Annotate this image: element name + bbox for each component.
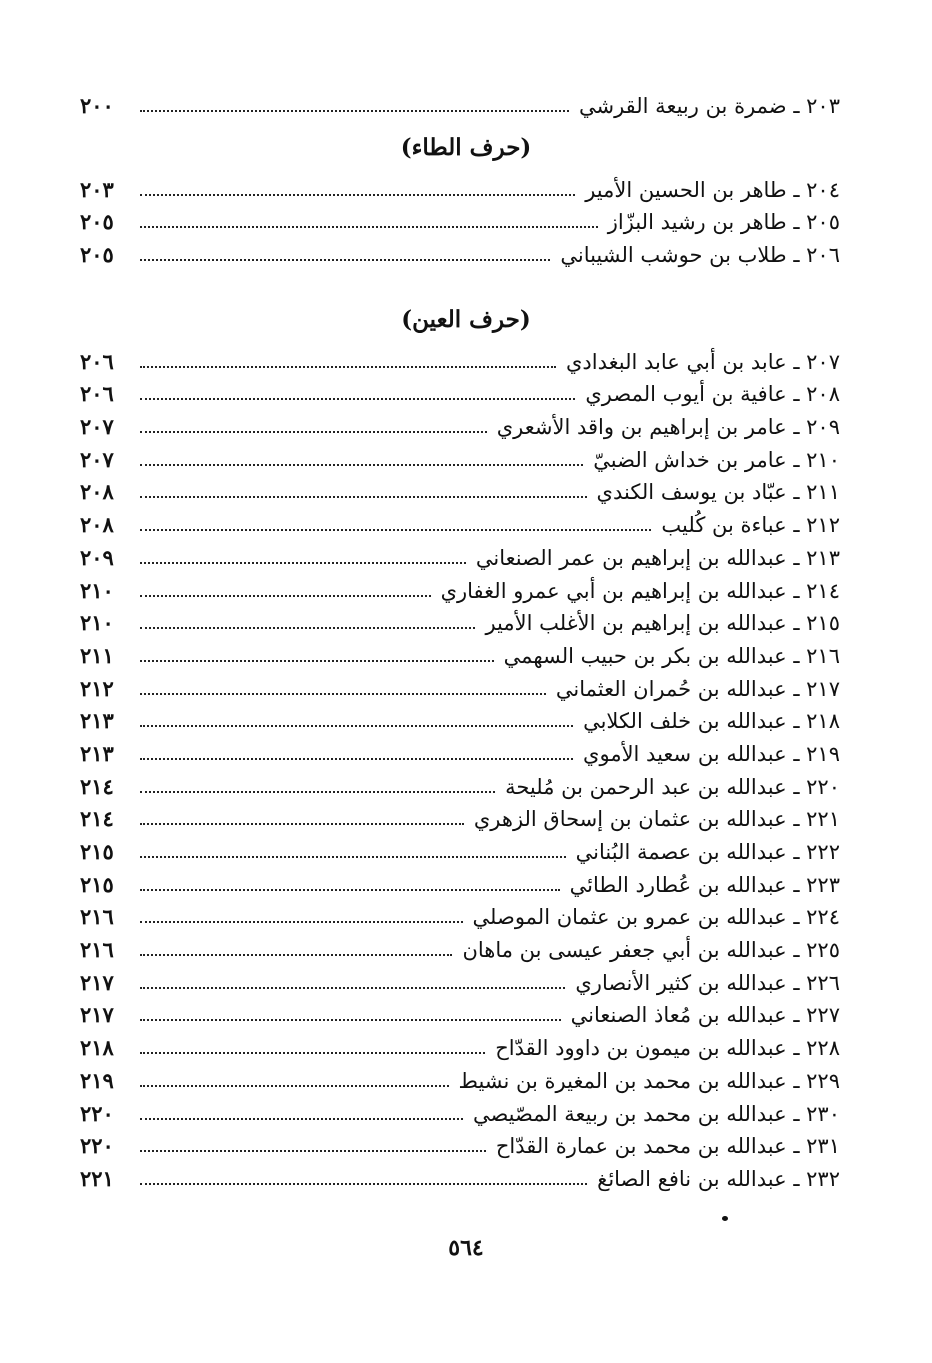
entry-title: ٢٢٤ ـ عبدالله بن عمرو بن عثمان الموصلي	[472, 905, 840, 930]
toc-entry	[80, 170, 840, 203]
dot-leader	[140, 921, 463, 923]
entry-page: ٢١٤	[80, 806, 114, 832]
entry-page: ٢٠٥	[80, 209, 114, 235]
entry-title: ٢٢٧ ـ عبدالله بن مُعاذ الصنعاني	[570, 1003, 840, 1028]
entry-title: ٢٢٦ ـ عبدالله بن كثير الأنصاري	[575, 970, 840, 995]
entry-page: ٢١١	[80, 642, 114, 668]
dot-leader	[140, 627, 475, 629]
dot-leader	[140, 562, 466, 564]
entry-page: ٢١٤	[80, 773, 114, 799]
entry-title: ٢١١ ـ عبّاد بن يوسف الكندي	[596, 480, 840, 505]
dot-leader	[140, 823, 464, 825]
dot-leader	[140, 1183, 587, 1185]
dot-leader	[140, 791, 495, 793]
entry-page: ٢١٧	[80, 1002, 114, 1028]
toc-entry	[80, 832, 840, 865]
toc-entry	[80, 963, 840, 996]
dot-leader	[140, 366, 556, 368]
entry-page: ٢١٨	[80, 1035, 114, 1061]
section-taa	[80, 170, 840, 268]
dot-leader	[140, 496, 587, 498]
entry-page: ٢٠٥	[80, 242, 114, 268]
entry-title: ٢٠٥ ـ طاهر بن رشيد البزّاز	[607, 210, 840, 235]
entry-page: ٢١٦	[80, 904, 114, 930]
entry-title: ٢٠٤ ـ طاهر بن الحسين الأمير	[585, 177, 840, 202]
entry-page: ٢١٦	[80, 937, 114, 963]
dot-leader	[140, 595, 431, 597]
toc-entry	[80, 1127, 840, 1160]
dot-leader	[140, 660, 494, 662]
entry-page: ٢١٥	[80, 839, 114, 864]
entry-page: ٢٠٦	[80, 381, 114, 407]
toc-entry	[80, 440, 840, 473]
dot-leader	[140, 529, 651, 531]
entry-title: ٢٢٣ ـ عبدالله بن عُطارد الطائي	[569, 872, 840, 897]
dot-leader	[140, 1085, 449, 1087]
entry-title: ٢٣٢ ـ عبدالله بن نافع الصائغ	[597, 1166, 840, 1191]
dot-leader	[140, 1150, 486, 1152]
entry-page: ٢١٥	[80, 871, 114, 897]
entry-page: ٢١٠	[80, 610, 114, 636]
entry-page: ٢١٧	[80, 969, 114, 995]
toc-entry	[80, 342, 840, 375]
entry-title: ٢١٦ ـ عبدالله بن بكر بن حبيب السهمي	[503, 643, 840, 668]
toc-entry	[80, 1094, 840, 1127]
toc-entry	[80, 702, 840, 735]
dot-leader	[140, 693, 546, 695]
entry-page: ٢١٩	[80, 1067, 114, 1093]
toc-entry	[80, 898, 840, 931]
entry-page: ٢١٣	[80, 708, 114, 734]
toc-entry	[80, 865, 840, 898]
entry-title: ٢١٣ ـ عبدالله بن إبراهيم بن عمر الصنعاني	[475, 545, 840, 570]
toc-entry	[80, 996, 840, 1029]
entry-title: ٢١٢ ـ عباءة بن كُليب	[661, 513, 840, 538]
dot-leader	[140, 110, 569, 112]
entry-page: ٢٠٦	[80, 348, 114, 374]
entry-page: ٢١٠	[80, 577, 114, 603]
entry-page: ٢٠٧	[80, 446, 114, 472]
entry-title: ٢٠٦ ـ طلاب بن حوشب الشيباني	[560, 243, 840, 268]
toc-entry	[80, 235, 840, 268]
toc-entry	[80, 767, 840, 800]
dot-leader	[140, 987, 565, 989]
section-heading-ain: (حرف العين)	[401, 306, 531, 333]
entry-page: ٢٠٩	[80, 544, 114, 570]
page-number: ٥٦٤	[448, 1235, 484, 1261]
toc-entry	[80, 1159, 840, 1192]
toc-entry	[80, 203, 840, 236]
dot-leader	[140, 1052, 485, 1054]
toc-entry	[80, 505, 840, 538]
dot-leader	[140, 954, 452, 956]
entry-title: ٢١٧ ـ عبدالله بن حُمران العثماني	[555, 676, 840, 701]
entry-title: ٢١٥ ـ عبدالله بن إبراهيم بن الأغلب الأمير	[485, 611, 840, 636]
entry-title: ٢١٠ ـ عامر بن خداش الضبيّ	[593, 447, 840, 472]
entry-page: ٢١٣	[80, 740, 114, 766]
entry-title: ٢١٨ ـ عبدالله بن خلف الكلابي	[583, 709, 840, 734]
ink-speck	[722, 1216, 728, 1221]
entry-page: ٢٠٨	[80, 512, 114, 538]
entry-title: ٢٣٠ ـ عبدالله بن محمد بن ربيعة المصّيصي	[472, 1101, 840, 1126]
section-heading-taa: (حرف الطاء)	[400, 134, 532, 161]
dot-leader	[140, 431, 487, 433]
entry-title: ٢٢٠ ـ عبدالله بن عبد الرحمن بن مُليحة	[505, 774, 840, 799]
dot-leader	[140, 226, 598, 228]
toc-entry	[80, 407, 840, 440]
toc-entry	[80, 538, 840, 571]
toc-entry	[80, 1061, 840, 1094]
toc-entry	[80, 571, 840, 604]
entry-page: ٢٢٠	[80, 1133, 114, 1159]
toc-entry	[80, 636, 840, 669]
entry-title: ٢٠٧ ـ عابد بن أبي عابد البغدادي	[565, 349, 840, 374]
section-continuation	[80, 86, 840, 119]
dot-leader	[140, 398, 575, 400]
toc-entry	[80, 473, 840, 506]
dot-leader	[140, 1118, 463, 1120]
entry-title: ٢٠٩ ـ عامر بن إبراهيم بن واقد الأشعري	[496, 415, 840, 440]
toc-entry	[80, 86, 840, 119]
entry-title: ٢٠٨ ـ عافية بن أيوب المصري	[585, 382, 840, 407]
dot-leader	[140, 194, 575, 196]
dot-leader	[140, 1019, 561, 1021]
entry-title: ٢٢٢ ـ عبدالله بن عصمة البُناني	[575, 840, 840, 864]
toc-entry	[80, 669, 840, 702]
entry-title: ٢١٤ ـ عبدالله بن إبراهيم بن أبي عمرو الغفاري	[440, 578, 840, 603]
entry-page: ٢٠٠	[80, 92, 114, 118]
entry-page: ٢٠٧	[80, 414, 114, 440]
dot-leader	[140, 856, 566, 858]
entry-title: ٢٣١ ـ عبدالله بن محمد بن عمارة القدّاح	[495, 1134, 840, 1159]
dot-leader	[140, 725, 573, 727]
toc-entry	[80, 604, 840, 637]
dot-leader	[140, 464, 583, 466]
entry-page: ٢١٢	[80, 675, 114, 701]
section-ain	[80, 342, 840, 1192]
entry-title: ٢٢٩ ـ عبدالله بن محمد بن المغيرة بن نشيط	[458, 1068, 840, 1093]
entry-title: ٢٢٨ ـ عبدالله بن ميمون بن داوود القدّاح	[495, 1036, 840, 1061]
entry-title: ٢٠٣ ـ ضمرة بن ربيعة القرشي	[578, 93, 840, 118]
dot-leader	[140, 889, 560, 891]
entry-page: ٢٢١	[80, 1165, 114, 1191]
dot-leader	[140, 758, 573, 760]
entry-title: ٢٢٥ ـ عبدالله بن أبي جعفر عيسى بن ماهان	[462, 938, 840, 963]
entry-title: ٢٢١ ـ عبدالله بن عثمان بن إسحاق الزهري	[473, 807, 840, 832]
toc-entry	[80, 1028, 840, 1061]
toc-entry	[80, 375, 840, 408]
dot-leader	[140, 259, 550, 261]
toc-entry	[80, 800, 840, 833]
toc-entry	[80, 734, 840, 767]
entry-title: ٢١٩ ـ عبدالله بن سعيد الأموي	[583, 741, 840, 766]
toc-entry	[80, 930, 840, 963]
entry-page: ٢٠٣	[80, 176, 114, 202]
entry-page: ٢٢٠	[80, 1100, 114, 1126]
entry-page: ٢٠٨	[80, 479, 114, 505]
